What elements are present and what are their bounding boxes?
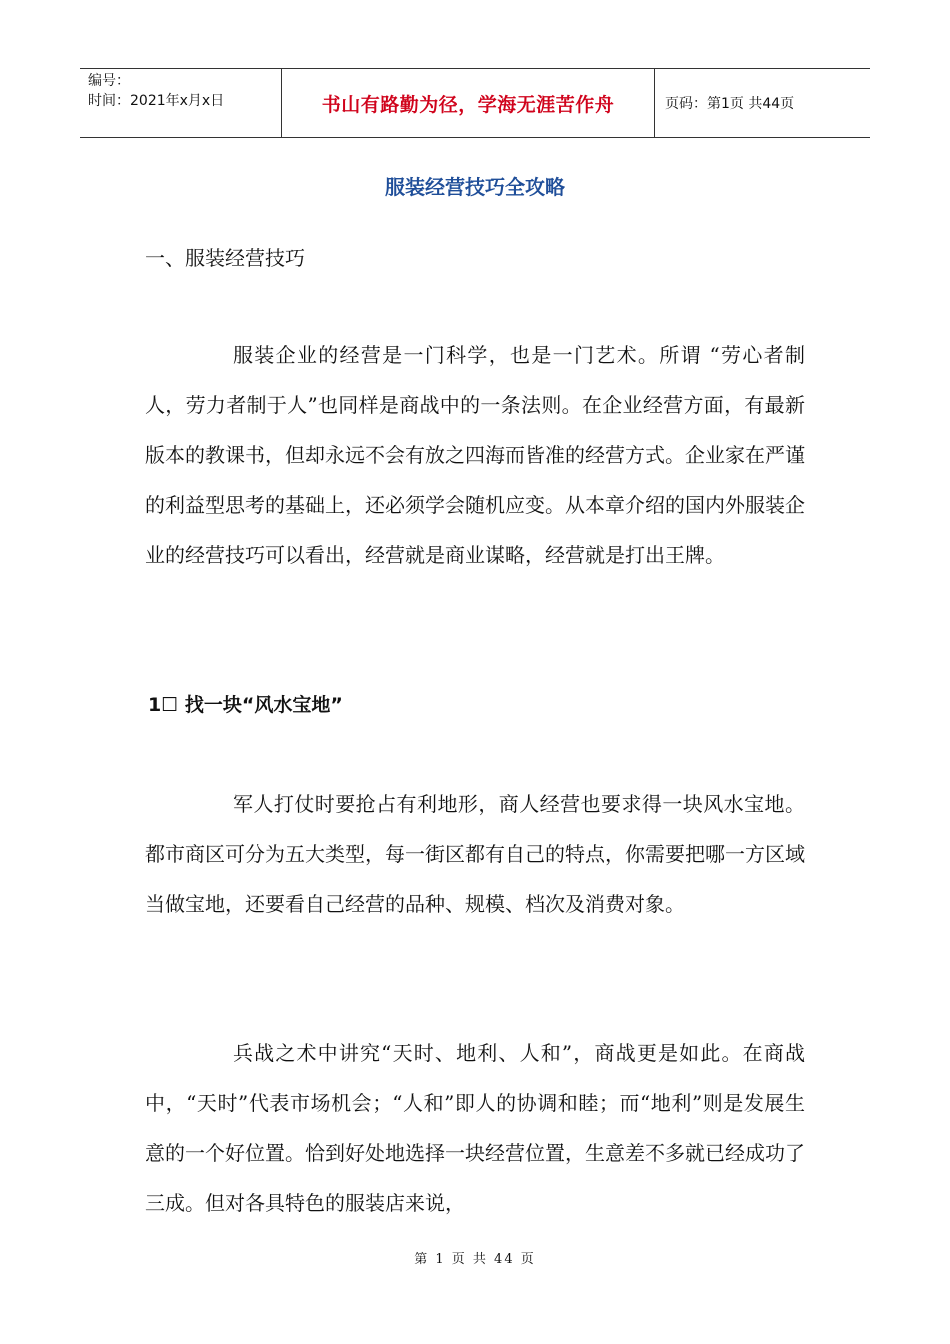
time-label: 时间：2021年x月x日 <box>88 93 225 109</box>
header-motto: 书山有路勤为径，学海无涯苦作舟 <box>282 69 655 137</box>
number-label: 编号： <box>88 73 130 89</box>
document-title: 服装经营技巧全攻略 <box>385 175 565 199</box>
page-header <box>80 68 870 138</box>
header-page-info: 页码：第1页 共44页 <box>665 96 795 112</box>
section-heading: 一、服装经营技巧 <box>145 246 305 270</box>
paragraph-location: 军人打仗时要抢占有利地形，商人经营也要求得一块风水宝地。都市商区可分为五大类型，每一街区都有自己的特点，你需要把哪一方区域当做宝地，还要看自己经营的品种、规模、档次及消费对象。 <box>145 792 805 916</box>
sub-heading: 1☐ 找一块“风水宝地” <box>148 694 343 716</box>
paragraph-strategy: 兵战之术中讲究“天时、地利、人和”，商战更是如此。在商战中，“天时”代表市场机会；“人和”即人的协调和睦；而“地利”则是发展生意的一个好位置。恰到好处地选择一块经营位置，生意差不多就已经成功了三成。但对各具特色的服装店来说， <box>145 1041 805 1215</box>
header-meta <box>80 69 282 137</box>
page-footer: 第 1 页 共 44 页 <box>414 1252 536 1267</box>
paragraph-intro: 服装企业的经营是一门科学，也是一门艺术。所谓 “劳心者制人，劳力者制于人”也同样是商战中的一条法则。在企业经营方面，有最新版本的教课书，但却永远不会有放之四海而皆准的经营方式。企业家在严谨的利益型思考的基础上，还必须学会随机应变。从本章介绍的国内外服装企业的经营技巧可以看出，经营就是商业谋略，经营就是打出王牌。 <box>145 343 805 567</box>
